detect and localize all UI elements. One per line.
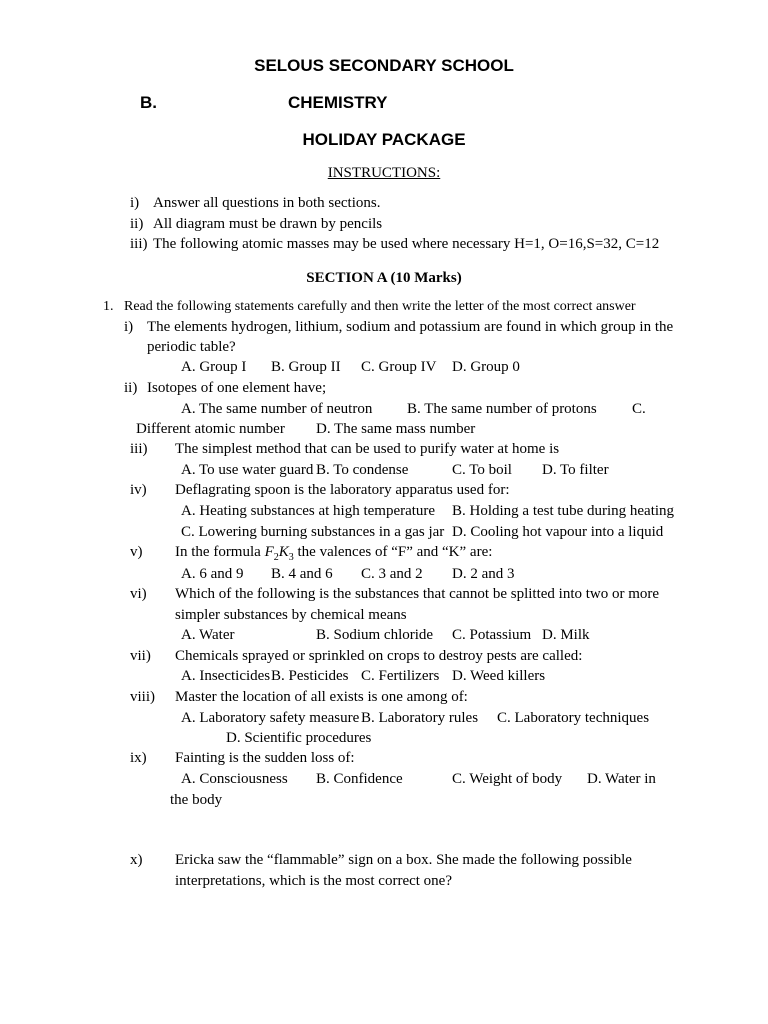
- instructions-heading: INSTRUCTIONS:: [327, 165, 441, 181]
- instruction-text: All diagram must be drawn by pencils: [153, 216, 383, 232]
- option-d-continued: the body: [170, 792, 223, 808]
- item-text: periodic table?: [147, 339, 236, 355]
- instruction-num: ii): [130, 216, 144, 232]
- item-text: Which of the following is the substances that cannot be splitted into two or more: [175, 586, 660, 602]
- section-letter: B.: [140, 93, 157, 112]
- option-b: B. Confidence: [316, 771, 403, 787]
- option-a: A. Heating substances at high temperature: [181, 503, 436, 519]
- option-a: A. The same number of neutron: [181, 401, 373, 417]
- question-text: Read the following statements carefully and then write the letter of the most correct answer: [124, 299, 636, 314]
- item-num: x): [130, 852, 143, 868]
- subject-title: CHEMISTRY: [288, 93, 388, 112]
- option-c: C. Laboratory techniques: [497, 710, 650, 726]
- option-b: B. 4 and 6: [271, 566, 333, 582]
- question-number: 1.: [103, 299, 114, 314]
- option-c: C.: [632, 401, 646, 417]
- item-num: iv): [130, 482, 147, 498]
- option-b: B. The same number of protons: [407, 401, 597, 417]
- option-d: D. Weed killers: [452, 668, 546, 684]
- option-c: C. Group IV: [361, 359, 437, 375]
- option-a: A. Insecticides: [181, 668, 271, 684]
- option-a: A. Consciousness: [181, 771, 288, 787]
- section-a-heading: SECTION A (10 Marks): [306, 270, 462, 286]
- option-c: C. To boil: [452, 462, 512, 478]
- option-a: A. Laboratory safety measure: [181, 710, 360, 726]
- item-num: iii): [130, 441, 148, 457]
- item-text-formula: [175, 544, 492, 563]
- option-a: A. 6 and 9: [181, 566, 244, 582]
- item-text: Deflagrating spoon is the laboratory apparatus used for:: [175, 482, 510, 498]
- item-text: Master the location of all exists is one among of:: [175, 689, 468, 705]
- option-d: D. Group 0: [452, 359, 520, 375]
- item-num: vii): [130, 648, 151, 664]
- option-a: A. To use water guard: [181, 462, 314, 478]
- option-a: A. Group I: [181, 359, 247, 375]
- option-d: D. To filter: [542, 462, 609, 478]
- item-text: The elements hydrogen, lithium, sodium and potassium are found in which group in the: [147, 319, 674, 335]
- option-c: C. Weight of body: [452, 771, 563, 787]
- item-text: The simplest method that can be used to purify water at home is: [175, 441, 560, 457]
- option-b: B. Group II: [271, 359, 341, 375]
- item-num: i): [124, 319, 134, 335]
- option-d: D. The same mass number: [316, 421, 476, 437]
- option-d: D. Scientific procedures: [226, 730, 372, 746]
- option-d: D. Water in: [587, 771, 656, 787]
- option-c: C. Lowering burning substances in a gas jar: [181, 524, 445, 540]
- instruction-num: i): [130, 195, 140, 211]
- formula-f: F: [264, 544, 274, 560]
- option-b: B. Laboratory rules: [361, 710, 479, 726]
- item-num: vi): [130, 586, 147, 602]
- instruction-text: Answer all questions in both sections.: [153, 195, 381, 211]
- item-num: ix): [130, 750, 147, 766]
- option-b: B. Holding a test tube during heating: [452, 503, 675, 519]
- option-c: C. 3 and 2: [361, 566, 423, 582]
- formula-k: K: [278, 544, 289, 560]
- option-b: B. Sodium chloride: [316, 627, 434, 643]
- option-c: C. Potassium: [452, 627, 532, 643]
- option-d: D. Milk: [542, 627, 590, 643]
- option-d: D. Cooling hot vapour into a liquid: [452, 524, 664, 540]
- formula-prefix: In the formula: [175, 544, 261, 560]
- option-c: C. Fertilizers: [361, 668, 440, 684]
- item-num: ii): [124, 380, 138, 396]
- package-title: HOLIDAY PACKAGE: [302, 130, 466, 149]
- item-num: v): [130, 544, 143, 560]
- item-text: Chemicals sprayed or sprinkled on crops to destroy pests are called:: [175, 648, 583, 664]
- item-text: simpler substances by chemical means: [175, 607, 407, 623]
- item-text: interpretations, which is the most correct one?: [175, 873, 452, 889]
- option-a: A. Water: [181, 627, 235, 643]
- item-text: Ericka saw the “flammable” sign on a box. She made the following possible: [175, 852, 632, 868]
- formula-k-subscript: 3: [288, 552, 294, 563]
- school-title: SELOUS SECONDARY SCHOOL: [254, 56, 514, 75]
- formula-f-subscript: 2: [273, 552, 279, 563]
- option-b: B. To condense: [316, 462, 409, 478]
- item-num: viii): [130, 689, 155, 705]
- formula-suffix: the valences of “F” and “K” are:: [297, 544, 493, 560]
- option-b: B. Pesticides: [271, 668, 349, 684]
- option-d: D. 2 and 3: [452, 566, 515, 582]
- instruction-num: iii): [130, 236, 148, 252]
- item-text: Fainting is the sudden loss of:: [175, 750, 355, 766]
- instruction-text: The following atomic masses may be used where necessary H=1, O=16,S=32, C=12: [153, 236, 660, 252]
- item-text: Isotopes of one element have;: [147, 380, 327, 396]
- option-c-continued: Different atomic number: [136, 421, 285, 437]
